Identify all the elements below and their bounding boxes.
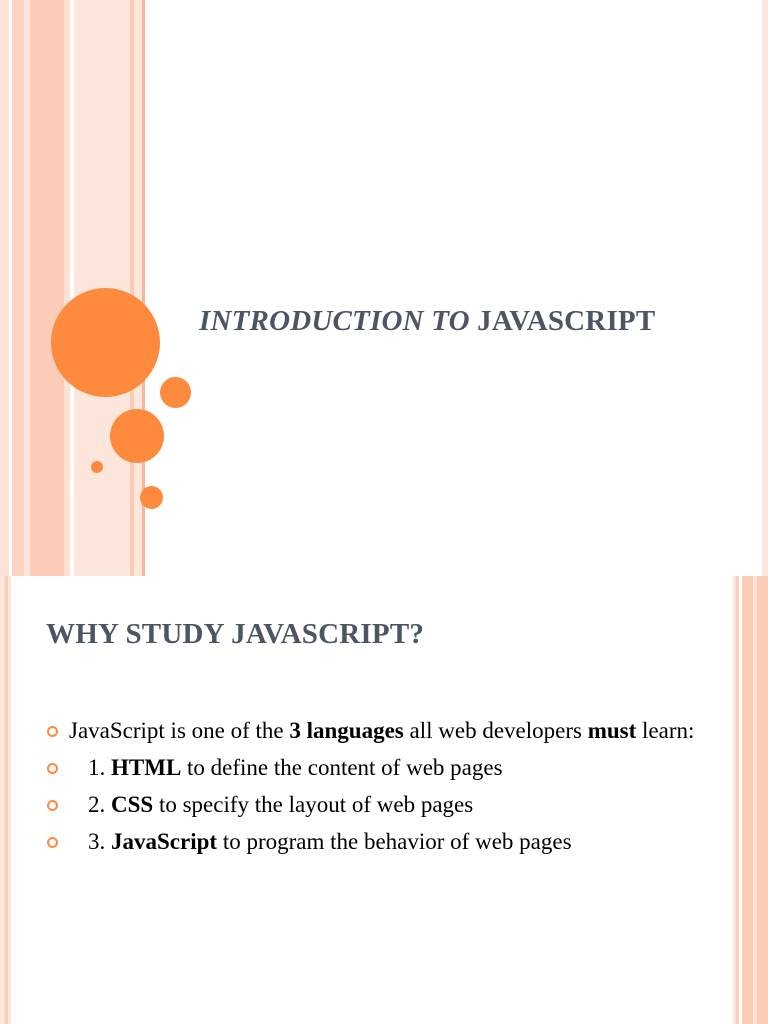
decorative-circle (140, 486, 163, 509)
stripe (762, 0, 768, 576)
slide-title-italic: INTRODUCTION TO (199, 305, 470, 337)
slide-heading: WHY STUDY JAVASCRIPT? (46, 618, 425, 650)
stripe (12, 0, 24, 576)
list-item: 3. JavaScript to program the behavior of web pages (46, 827, 726, 857)
bullet-list (46, 716, 726, 864)
decorative-circle (110, 409, 164, 463)
stripe (8, 576, 11, 1024)
stripe (0, 0, 9, 576)
stripe (753, 576, 757, 1024)
decorative-circle (91, 461, 103, 473)
list-item: 2. CSS to specify the layout of web pages (46, 790, 726, 820)
bullet-circle-icon (47, 800, 58, 811)
decorative-circle (160, 377, 191, 408)
stripe (134, 0, 142, 576)
list-item: 1. HTML to define the content of web pages (46, 753, 726, 783)
content-slide (0, 576, 768, 1024)
bullet-circle-icon (47, 837, 58, 848)
bullet-circle-icon (47, 726, 58, 737)
slide-title (199, 305, 655, 338)
slide-title-rest: JAVASCRIPT (469, 305, 656, 337)
stripe (30, 0, 64, 576)
list-item: JavaScript is one of the 3 languages all web developers must learn: (46, 716, 726, 746)
decorative-circle (51, 288, 160, 397)
bullet-circle-icon (47, 763, 58, 774)
